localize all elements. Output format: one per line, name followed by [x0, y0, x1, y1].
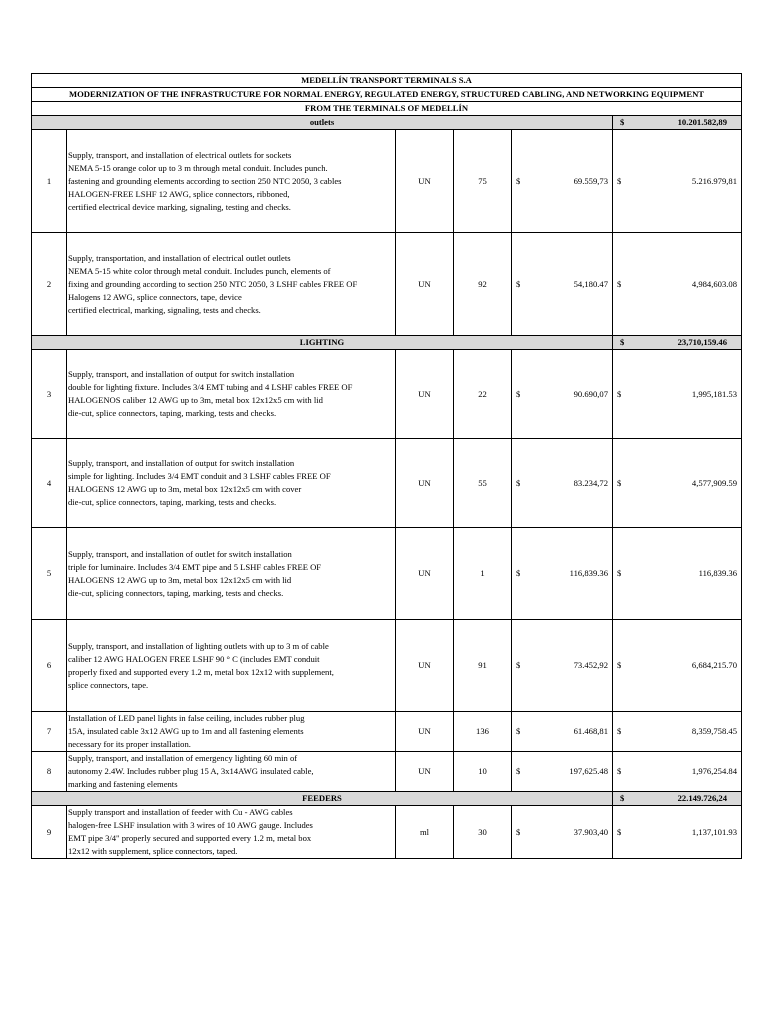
item-total: [613, 350, 742, 439]
table-row: [32, 712, 742, 752]
currency-symbol: $: [617, 826, 622, 837]
item-number: 4: [32, 439, 67, 528]
item-unit-price: [512, 130, 613, 233]
item-total: [613, 752, 742, 792]
item-unit-price-value: 197,625.48: [569, 766, 608, 776]
item-quantity: 30: [454, 806, 512, 859]
location-title: FROM THE TERMINALS OF MEDELLÍN: [32, 102, 742, 116]
section-total: [613, 336, 742, 350]
currency-symbol: $: [516, 660, 521, 670]
item-unit-price-value: 90.690,07: [573, 388, 608, 399]
item-total: [613, 528, 742, 620]
item-unit: UN: [396, 130, 454, 233]
item-number: 1: [32, 130, 67, 233]
item-number: 3: [32, 350, 67, 439]
section-header-row: [32, 336, 742, 350]
table-row: [32, 439, 742, 528]
item-number: 6: [32, 620, 67, 712]
item-description: Supply, transport, and installation of lighting outlets with up to 3 m of cable caliber 12 AWG HALOGEN FREE LSHF 90 ° C (includes EMT conduit properly fixed and supported every 1.2 m, metal box 12x12 with supplement, splice connectors, tape.: [67, 620, 396, 712]
item-unit-price: [512, 752, 613, 792]
currency-symbol: $: [620, 337, 625, 347]
item-quantity: 55: [454, 439, 512, 528]
item-unit-price: [512, 233, 613, 336]
item-unit: UN: [396, 752, 454, 792]
item-unit-price-value: 61.468,81: [573, 726, 608, 736]
currency-symbol: $: [516, 477, 521, 488]
item-total-value: 1,995,181.53: [691, 388, 738, 399]
budget-table: [31, 73, 742, 859]
currency-symbol: $: [617, 726, 622, 736]
currency-symbol: $: [620, 117, 625, 127]
item-unit-price-value: 116,839.36: [569, 568, 608, 578]
item-quantity: 10: [454, 752, 512, 792]
section-title: outlets: [32, 116, 613, 130]
section-header-row: [32, 792, 742, 806]
item-unit-price: [512, 528, 613, 620]
currency-symbol: $: [516, 175, 521, 186]
table-row: [32, 350, 742, 439]
section-header-row: [32, 116, 742, 130]
item-description: Supply, transport, and installation of emergency lighting 60 min of autonomy 2.4W. Includes rubber plug 15 A, 3x14AWG insulated cable, marking and fastening elements: [67, 752, 396, 792]
item-unit: UN: [396, 712, 454, 752]
item-total-value: 4,984,603.08: [691, 278, 738, 289]
item-unit: UN: [396, 233, 454, 336]
item-total: [613, 806, 742, 859]
item-total: [613, 439, 742, 528]
item-unit: ml: [396, 806, 454, 859]
item-unit-price: [512, 712, 613, 752]
item-unit: UN: [396, 439, 454, 528]
currency-symbol: $: [617, 388, 622, 399]
section-total-value: 22.149.726,24: [677, 793, 728, 803]
item-unit-price-value: 37.903,40: [573, 826, 608, 837]
item-unit-price-value: 73.452,92: [573, 660, 608, 670]
item-unit: UN: [396, 620, 454, 712]
item-unit: UN: [396, 350, 454, 439]
section-title: LIGHTING: [32, 336, 613, 350]
item-unit-price: [512, 806, 613, 859]
section-total-value: 23,710,159.46: [677, 337, 728, 347]
item-description: Supply, transportation, and installation of electrical outlet outlets NEMA 5-15 white color through metal conduit. Includes punch, elements of fixing and grounding according to section 250 NTC 2050, 3 LSHF cables FREE OF Halogens 12 AWG, splice connectors, tape, device certified electrical, marking, signaling, tests and checks.: [67, 233, 396, 336]
item-unit-price: [512, 350, 613, 439]
item-number: 5: [32, 528, 67, 620]
item-description: Installation of LED panel lights in false ceiling, includes rubber plug 15A, insulated cable 3x12 AWG up to 1m and all fastening elements necessary for its proper installation.: [67, 712, 396, 752]
currency-symbol: $: [516, 726, 521, 736]
currency-symbol: $: [617, 660, 622, 670]
item-total-value: 1,976,254.84: [691, 766, 738, 776]
section-total: [613, 792, 742, 806]
item-total: [613, 712, 742, 752]
item-total-value: 6,684,215.70: [691, 660, 738, 670]
table-row: [32, 130, 742, 233]
currency-symbol: $: [516, 278, 521, 289]
item-total-value: 4,577,909.59: [691, 477, 738, 488]
table-row: [32, 620, 742, 712]
item-description: Supply, transport, and installation of electrical outlets for sockets NEMA 5-15 orange color up to 3 m through metal conduit. Includes punch. fastening and grounding elements according to section 250 NTC 2050, 3 cables HALOGEN-FREE LSHF 12 AWG, splice connectors, ribboned, certified electrical device marking, signaling, testing and checks.: [67, 130, 396, 233]
currency-symbol: $: [617, 278, 622, 289]
item-total: [613, 620, 742, 712]
item-number: 7: [32, 712, 67, 752]
item-unit: UN: [396, 528, 454, 620]
table-row: [32, 528, 742, 620]
item-quantity: 22: [454, 350, 512, 439]
currency-symbol: $: [620, 793, 625, 803]
item-total: [613, 130, 742, 233]
table-row: [32, 806, 742, 859]
currency-symbol: $: [617, 568, 622, 578]
item-unit-price-value: 54,180.47: [573, 278, 608, 289]
item-unit-price: [512, 620, 613, 712]
item-number: 2: [32, 233, 67, 336]
item-total-value: 8,359,758.45: [691, 726, 738, 736]
item-total-value: 5.216.979,81: [691, 175, 738, 186]
item-quantity: 136: [454, 712, 512, 752]
currency-symbol: $: [617, 766, 622, 776]
currency-symbol: $: [516, 766, 521, 776]
section-total: [613, 116, 742, 130]
company-title: MEDELLÍN TRANSPORT TERMINALS S.A: [32, 74, 742, 88]
table-row: [32, 233, 742, 336]
item-description: Supply, transport, and installation of output for switch installation simple for lighting. Includes 3/4 EMT conduit and 3 LSHF cables FREE OF HALOGENS 12 AWG up to 3m, metal box 12x12x5 cm with cover die-cut, splice connectors, taping, marking, tests and checks.: [67, 439, 396, 528]
item-description: Supply, transport, and installation of outlet for switch installation triple for luminaire. Includes 3/4 EMT pipe and 5 LSHF cables FREE OF HALOGENS 12 AWG up to 3m, metal box 12x12x5 cm with lid die-cut, splicing connectors, taping, marking, tests and checks.: [67, 528, 396, 620]
item-quantity: 92: [454, 233, 512, 336]
item-quantity: 1: [454, 528, 512, 620]
item-total: [613, 233, 742, 336]
item-total-value: 1,137,101.93: [691, 826, 738, 837]
item-number: 8: [32, 752, 67, 792]
section-title: FEEDERS: [32, 792, 613, 806]
section-total-value: 10.201.582,89: [677, 117, 728, 127]
item-unit-price: [512, 439, 613, 528]
table-row: [32, 752, 742, 792]
currency-symbol: $: [516, 388, 521, 399]
item-quantity: 75: [454, 130, 512, 233]
item-quantity: 91: [454, 620, 512, 712]
project-title: MODERNIZATION OF THE INFRASTRUCTURE FOR NORMAL ENERGY, REGULATED ENERGY, STRUCTURED CABLING, AND NETWORKING EQUIPMENT: [32, 88, 742, 102]
item-description: Supply, transport, and installation of output for switch installation double for lighting fixture. Includes 3/4 EMT tubing and 4 LSHF cables FREE OF HALOGENOS caliber 12 AWG up to 3m, metal box 12x12x5 cm with lid die-cut, splice connectors, taping, marking, tests and checks.: [67, 350, 396, 439]
currency-symbol: $: [516, 568, 521, 578]
item-total-value: 116,839.36: [698, 568, 738, 578]
item-unit-price-value: 83.234,72: [573, 477, 608, 488]
currency-symbol: $: [516, 826, 521, 837]
item-description: Supply transport and installation of feeder with Cu - AWG cables halogen-free LSHF insulation with 3 wires of 10 AWG gauge. Includes EMT pipe 3/4" properly secured and supported every 1.2 m, metal box 12x12 with supplement, splice connectors, taped.: [67, 806, 396, 859]
item-number: 9: [32, 806, 67, 859]
item-unit-price-value: 69.559,73: [573, 175, 608, 186]
currency-symbol: $: [617, 477, 622, 488]
currency-symbol: $: [617, 175, 622, 186]
